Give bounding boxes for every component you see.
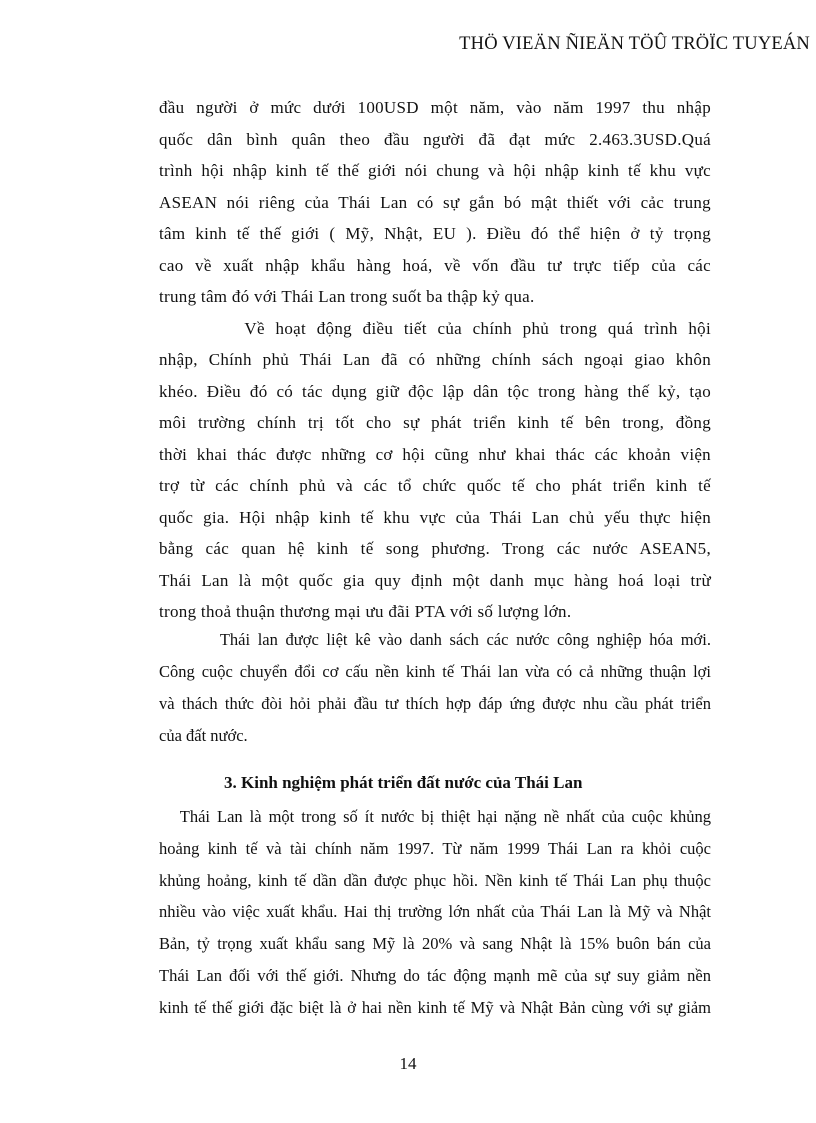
text-line: đầu người ở mức dưới 100USD một năm, vào năm 1997 thu nhập	[159, 98, 711, 117]
body-text-paragraphs-1-2	[159, 92, 711, 628]
text-line: cao về xuất nhập khẩu hàng hoá, về vốn đầu tư trực tiếp của các	[159, 255, 711, 275]
text-line: nhập, Chính phủ Thái Lan đã có những chính sách ngoại giao khôn	[159, 350, 711, 369]
text-line: quốc gia. Hội nhập kinh tế khu vực của Thái Lan chủ yếu thực hiện	[159, 507, 711, 527]
text-line: thời khai thác được những cơ hội cũng như khai thác các khoản viện	[159, 444, 711, 464]
text-line: môi trường chính trị tốt cho sự phát triển kinh tế bên trong, đồng	[159, 413, 711, 432]
text-line: Bản, tỷ trọng xuất khẩu sang Mỹ là 20% và sang Nhật là 15% buôn bán của	[159, 934, 711, 954]
text-line: kinh tế thế giới đặc biệt là ở hai nền kinh tế Mỹ và Nhật Bản cùng với sự giảm	[159, 997, 711, 1017]
body-text-paragraph-3	[159, 624, 711, 752]
text-line: bằng các quan hệ kinh tế song phương. Trong các nước ASEAN5,	[159, 539, 711, 558]
text-line: Thái lan được liệt kê vào danh sách các nước công nghiệp hóa mới.	[159, 630, 711, 649]
body-text-paragraph-4	[159, 801, 711, 1024]
text-line: nhiều vào việc xuất khẩu. Hai thị trường lớn nhất của Thái Lan là Mỹ và Nhật	[159, 902, 711, 922]
text-line: trình hội nhập kinh tế thế giới nói chung và hội nhập kinh tế khu vực	[159, 161, 711, 180]
text-line: Về hoạt động điều tiết của chính phủ trong quá trình hội	[159, 318, 711, 338]
text-line: trong thoả thuận thương mại ưu đãi PTA với số lượng lớn.	[159, 602, 572, 621]
text-line: và thách thức đòi hỏi phải đầu tư thích hợp đáp ứng được nhu cầu phát triển	[159, 694, 711, 713]
page-header-title: THÖ VIEÄN ÑIEÄN TÖÛ TRÖÏC TUYEÁN	[459, 34, 810, 54]
text-line: hoảng kinh tế và tài chính năm 1997. Từ năm 1999 Thái Lan ra khỏi cuộc	[159, 838, 711, 858]
text-line: Thái Lan là một trong số ít nước bị thiệt hại nặng nề nhất của cuộc khủng	[159, 807, 711, 826]
text-line: trung tâm đó với Thái Lan trong suốt ba thập kỷ qua.	[159, 287, 535, 306]
text-line: Thái Lan đối với thế giới. Nhưng do tác động mạnh mẽ của sự suy giảm nền	[159, 965, 711, 985]
text-line: tâm kinh tế thế giới ( Mỹ, Nhật, EU ). Điều đó thể hiện ở tỷ trọng	[159, 224, 711, 243]
text-line: trợ từ các chính phủ và các tổ chức quốc tế cho phát triển kinh tế	[159, 476, 711, 495]
page-number: 14	[399, 1054, 417, 1073]
text-line: khủng hoảng, kinh tế dần dần được phục hồi. Nền kinh tế Thái Lan phụ thuộc	[159, 870, 711, 890]
section-heading: 3. Kinh nghiệm phát triển đất nước của Thái Lan	[224, 773, 583, 792]
text-line: khéo. Điều đó có tác dụng giữ độc lập dân tộc trong hàng thế kỷ, tạo	[159, 381, 711, 401]
text-line: của đất nước.	[159, 726, 248, 745]
text-line: quốc dân bình quân theo đầu người đã đạt mức 2.463.3USD.Quá	[159, 129, 711, 149]
text-line: Công cuộc chuyển đổi cơ cấu nền kinh tế Thái lan vừa có cả những thuận lợi	[159, 662, 711, 681]
text-line: Thái Lan là một quốc gia quy định một danh mục hàng hoá loại trừ	[159, 570, 711, 590]
text-line: ASEAN nói riêng của Thái Lan có sự gắn bó mật thiết với cảc trung	[159, 192, 711, 212]
